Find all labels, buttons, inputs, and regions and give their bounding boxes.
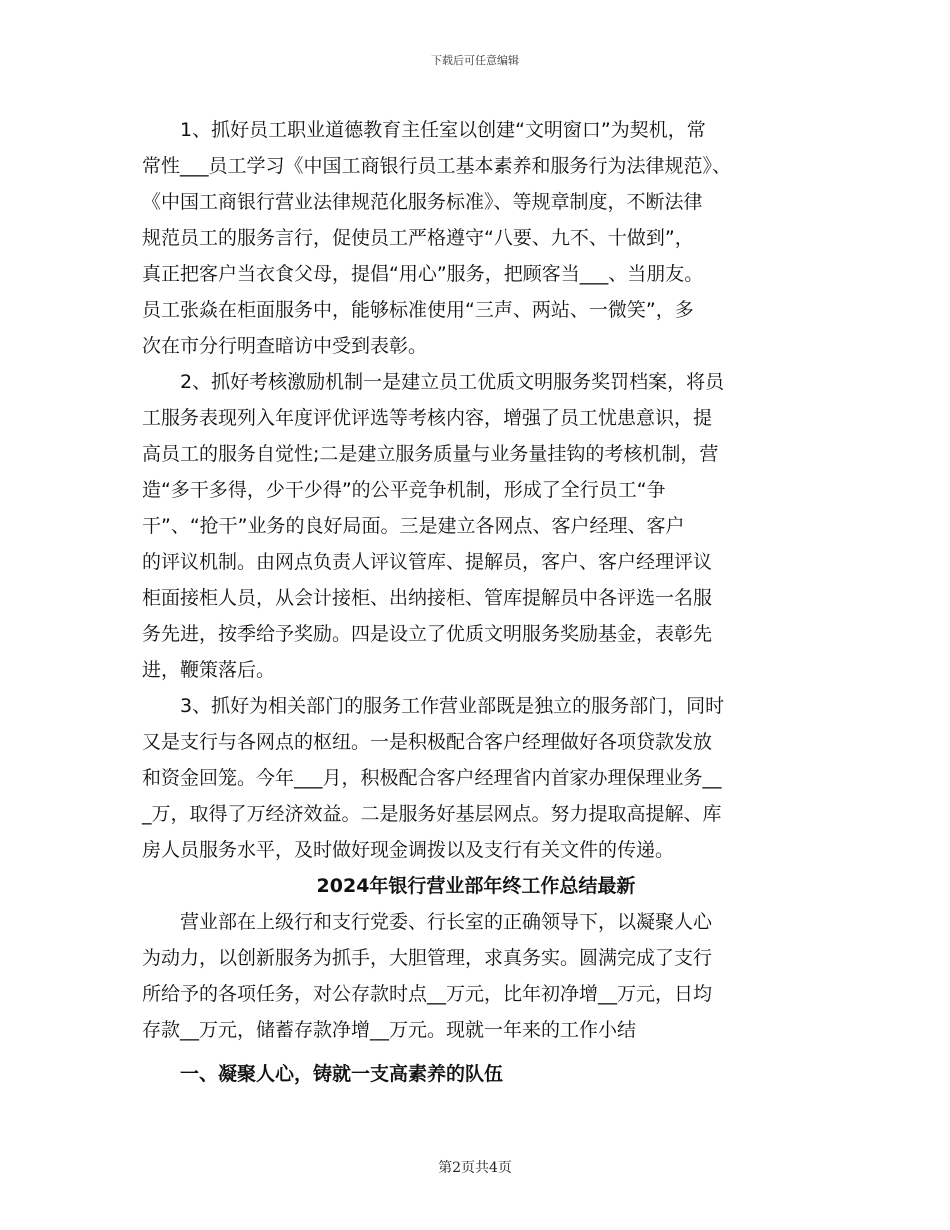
paragraph-line: 务先进，按季给予奖励。四是设立了优质文明服务奖励基金，表彰先 [142, 623, 713, 645]
section-heading: 一、凝聚人心，铸就一支高素养的队伍 [180, 1063, 504, 1085]
paragraph-line: 干”、“抢干”业务的良好局面。三是建立各网点、客户经理、客户 [142, 515, 685, 537]
page-footer: 第2页共4页 [438, 1160, 512, 1176]
paragraph-line: 造“多干多得，少干少得”的公平竞争机制，形成了全行员工“争 [142, 479, 666, 501]
paragraph-line: 进，鞭策落后。 [142, 659, 276, 681]
section-title: 2024年银行营业部年终工作总结最新 [316, 875, 636, 897]
paragraph-line: 和资金回笼。今年___月，积极配合客户经理省内首家办理保理业务__ [142, 767, 722, 789]
paragraph-line: 2、抓好考核激励机制一是建立员工优质文明服务奖罚档案，将员 [180, 371, 725, 393]
paragraph-line: 营业部在上级行和支行党委、行长室的正确领导下，以凝聚人心 [180, 911, 713, 933]
paragraph-line: 柜面接柜人员，从会计接柜、出纳接柜、管库提解员中各评选一名服 [142, 587, 713, 609]
paragraph-line: 房人员服务水平，及时做好现金调拨以及支行有关文件的传递。 [142, 839, 675, 861]
paragraph-line: 规范员工的服务言行，促使员工严格遵守“八要、九不、十做到”， [142, 227, 694, 249]
paragraph-line: 又是支行与各网点的枢纽。一是积极配合客户经理做好各项贷款发放 [142, 731, 713, 753]
paragraph-line: 3、抓好为相关部门的服务工作营业部既是独立的服务部门，同时 [180, 695, 725, 717]
paragraph-line: 《中国工商银行营业法律规范化服务标准》、等规章制度，不断法律 [142, 191, 703, 213]
paragraph-line: 常性___员工学习《中国工商银行员工基本素养和服务行为法律规范》、 [142, 155, 732, 177]
page-header: 下载后可任意编辑 [431, 54, 519, 67]
paragraph-line: 存款__万元，储蓄存款净增__万元。现就一年来的工作小结 [142, 1019, 637, 1041]
paragraph-line: 为动力，以创新服务为抓手，大胆管理，求真务实。圆满完成了支行 [142, 947, 713, 969]
paragraph-line: 的评议机制。由网点负责人评议管库、提解员，客户、客户经理评议 [142, 551, 713, 573]
paragraph-line: _万，取得了万经济效益。二是服务好基层网点。努力提取高提解、库 [142, 803, 722, 825]
paragraph-line: 次在市分行明查暗访中受到表彰。 [142, 335, 428, 357]
paragraph-line: 高员工的服务自觉性;二是建立服务质量与业务量挂钩的考核机制，营 [142, 443, 719, 465]
paragraph-line: 1、抓好员工职业道德教育主任室以创建“文明窗口”为契机，常 [180, 119, 706, 141]
paragraph-line: 真正把客户当衣食父母，提倡“用心”服务，把顾客当___、当朋友。 [142, 263, 704, 285]
paragraph-line: 工服务表现列入年度评优评选等考核内容，增强了员工忧患意识，提 [142, 407, 713, 429]
document-body [142, 112, 810, 1100]
paragraph-line: 员工张焱在柜面服务中，能够标准使用“三声、两站、一微笑”，多 [142, 299, 694, 321]
paragraph-line: 所给予的各项任务，对公存款时点__万元，比年初净增__万元，日均 [142, 983, 713, 1005]
